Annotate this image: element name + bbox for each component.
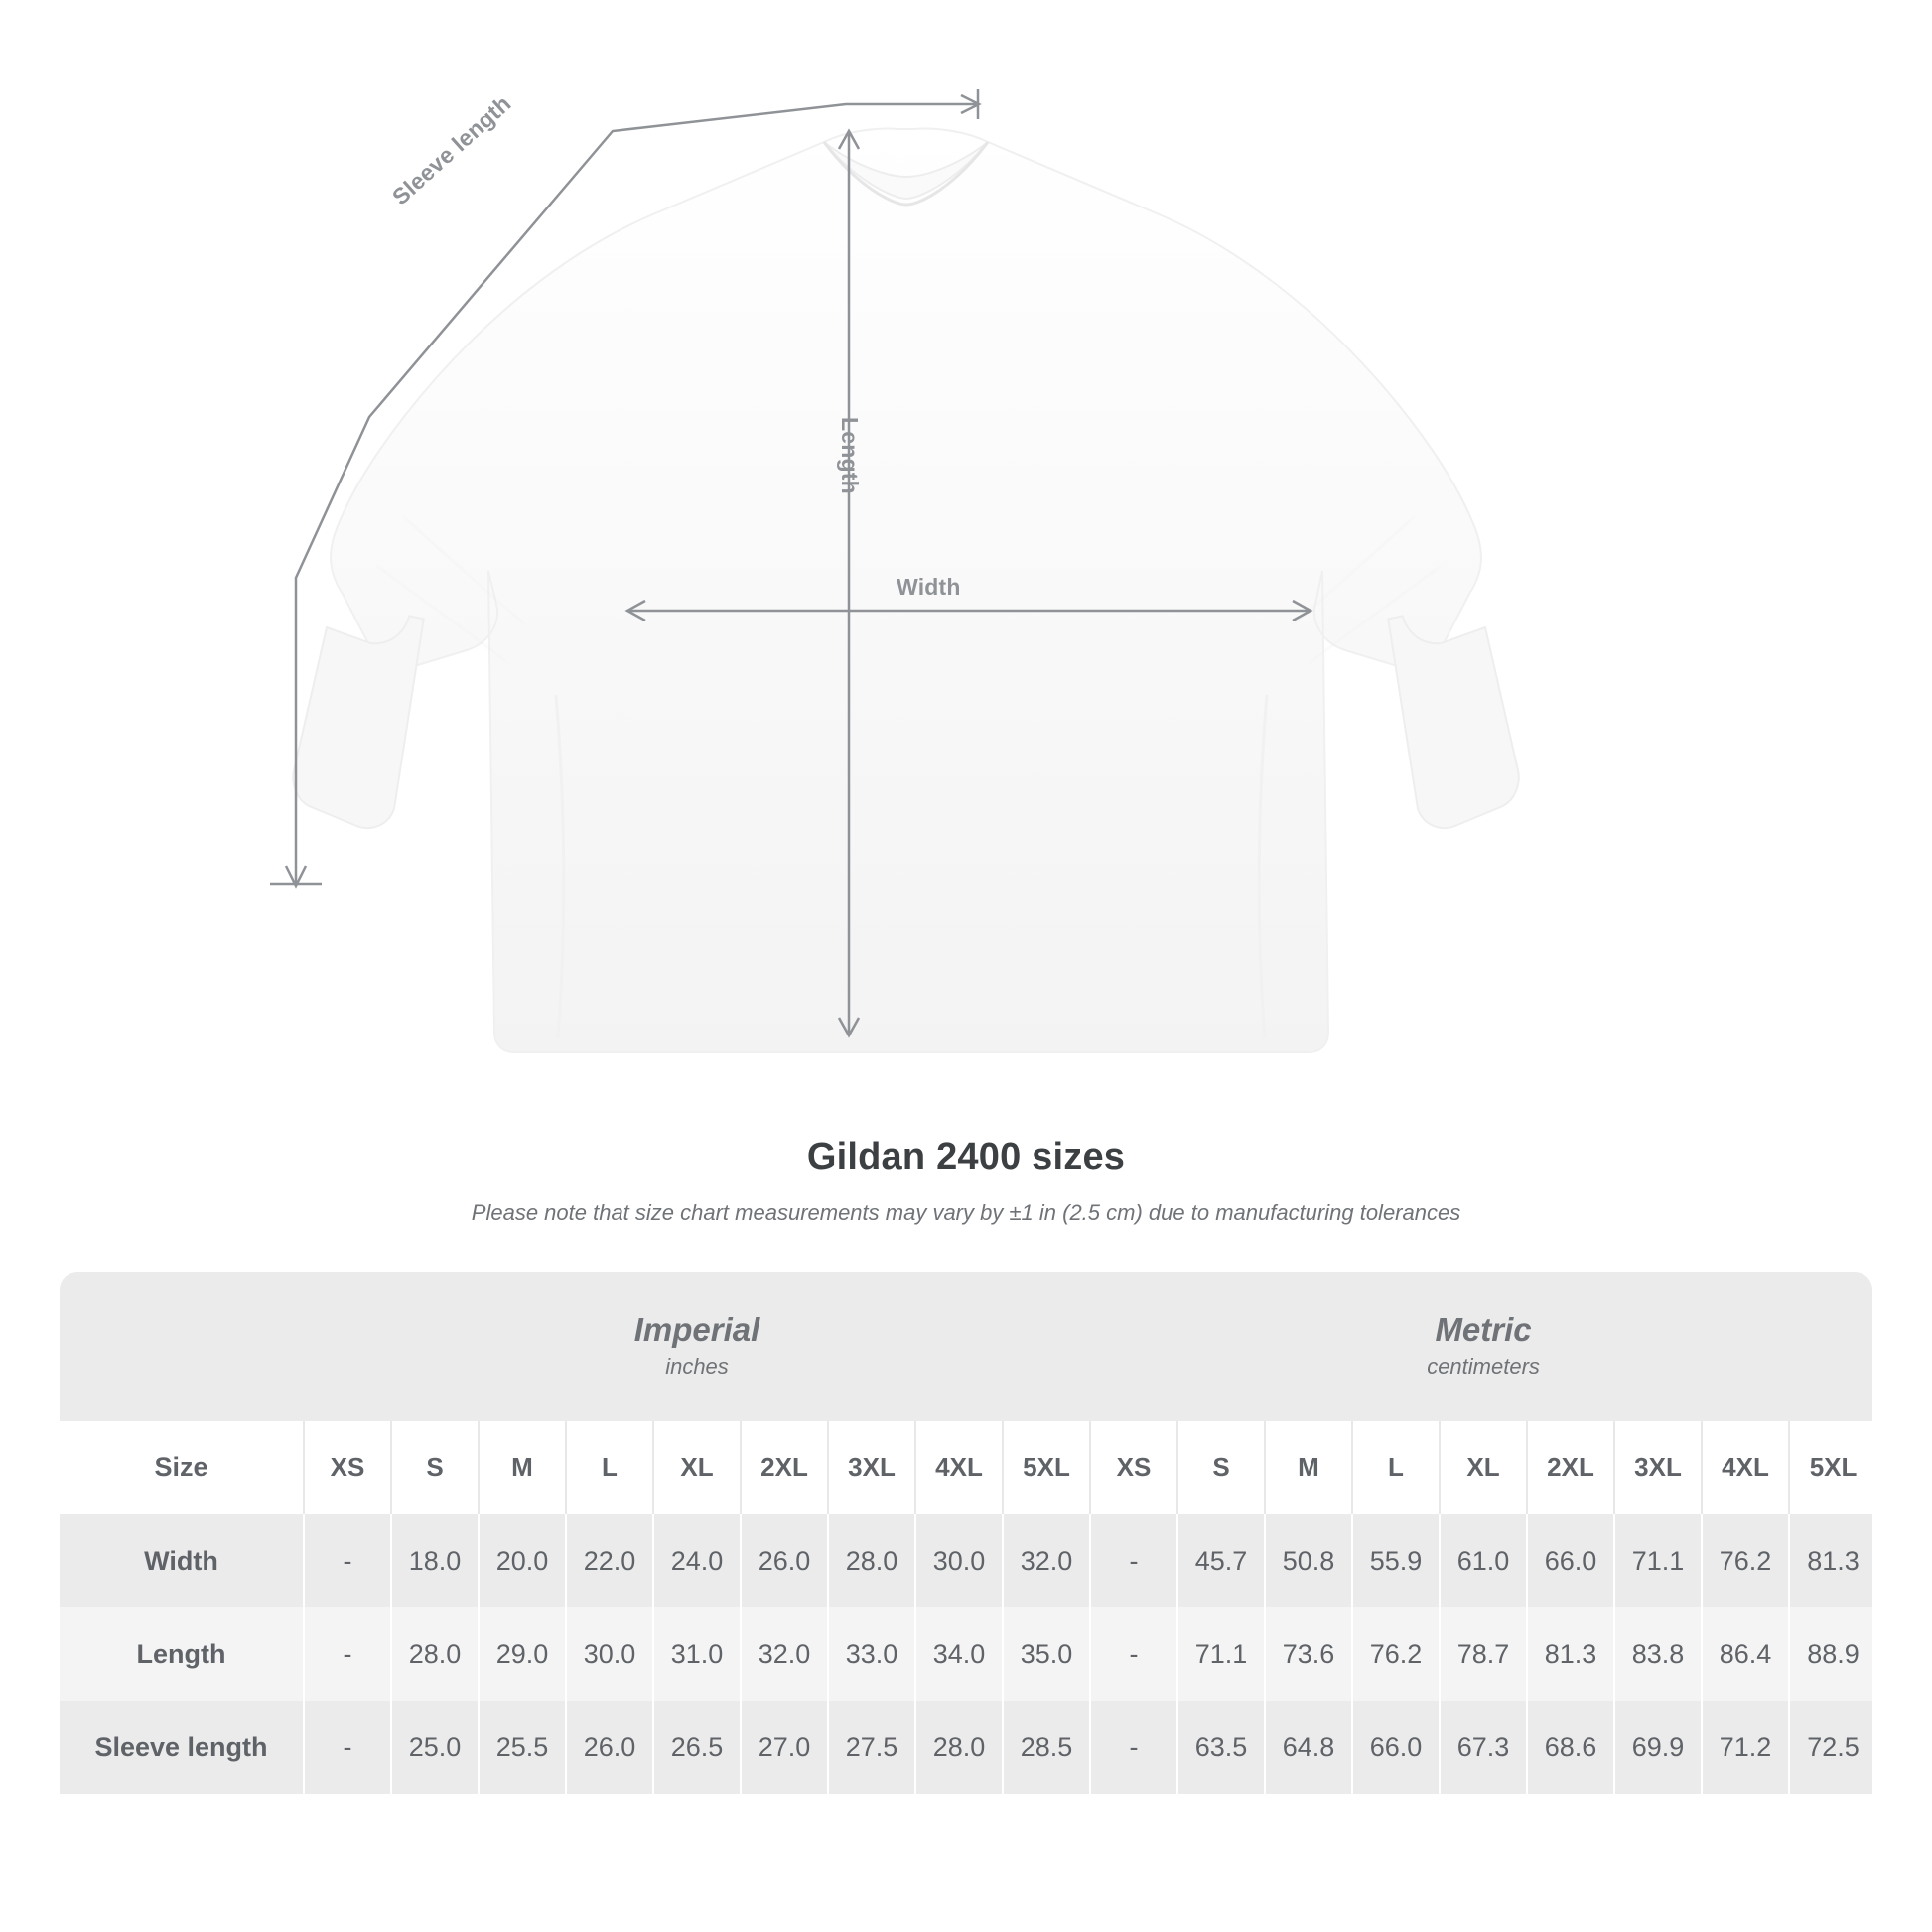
cell-width-imperial-m: 20.0 (479, 1514, 566, 1607)
cell-width-imperial-3xl: 28.0 (828, 1514, 915, 1607)
cell-sleeve-imperial-2xl: 27.0 (741, 1701, 828, 1794)
size-chart-table (60, 1272, 1872, 1794)
cell-length-imperial-xs: - (304, 1607, 391, 1701)
cell-width-metric-3xl: 71.1 (1614, 1514, 1702, 1607)
cell-width-metric-xs: - (1090, 1514, 1177, 1607)
cell-width-metric-l: 55.9 (1352, 1514, 1440, 1607)
length-label: Length (837, 417, 863, 494)
cell-length-metric-3xl: 83.8 (1614, 1607, 1702, 1701)
column-header-imperial-xs: XS (304, 1421, 391, 1514)
cell-length-metric-4xl: 86.4 (1702, 1607, 1789, 1701)
column-header-metric-5xl: 5XL (1789, 1421, 1872, 1514)
column-header-imperial-3xl: 3XL (828, 1421, 915, 1514)
width-label: Width (897, 574, 961, 600)
column-header-imperial-l: L (566, 1421, 653, 1514)
cell-length-imperial-m: 29.0 (479, 1607, 566, 1701)
cell-length-metric-xs: - (1090, 1607, 1177, 1701)
cell-width-imperial-xl: 24.0 (653, 1514, 741, 1607)
cell-length-imperial-l: 30.0 (566, 1607, 653, 1701)
column-header-imperial-s: S (391, 1421, 479, 1514)
cell-sleeve-metric-5xl: 72.5 (1789, 1701, 1872, 1794)
unit-group-metric-name: Metric (1435, 1311, 1532, 1348)
title-block (0, 1136, 1932, 1226)
cell-width-metric-2xl: 66.0 (1527, 1514, 1614, 1607)
column-header-metric-4xl: 4XL (1702, 1421, 1789, 1514)
cell-width-imperial-2xl: 26.0 (741, 1514, 828, 1607)
cell-width-metric-s: 45.7 (1177, 1514, 1265, 1607)
unit-group-metric-sub: centimeters (1427, 1354, 1540, 1380)
column-header-metric-s: S (1177, 1421, 1265, 1514)
cell-sleeve-imperial-s: 25.0 (391, 1701, 479, 1794)
column-header-metric-xs: XS (1090, 1421, 1177, 1514)
row-header-width: Width (60, 1514, 304, 1607)
cell-length-metric-xl: 78.7 (1440, 1607, 1527, 1701)
column-header-imperial-4xl: 4XL (915, 1421, 1003, 1514)
cell-width-imperial-5xl: 32.0 (1003, 1514, 1090, 1607)
table-row (60, 1701, 1872, 1794)
page-title: Gildan 2400 sizes (806, 1136, 1126, 1177)
cell-sleeve-metric-xs: - (1090, 1701, 1177, 1794)
cell-width-metric-5xl: 81.3 (1789, 1514, 1872, 1607)
cell-width-imperial-xs: - (304, 1514, 391, 1607)
cell-sleeve-metric-l: 66.0 (1352, 1701, 1440, 1794)
column-header-metric-2xl: 2XL (1527, 1421, 1614, 1514)
cell-sleeve-imperial-l: 26.0 (566, 1701, 653, 1794)
cell-length-metric-2xl: 81.3 (1527, 1607, 1614, 1701)
cell-sleeve-metric-m: 64.8 (1265, 1701, 1352, 1794)
sleeve-length-label: Sleeve length (387, 90, 516, 210)
cell-sleeve-metric-s: 63.5 (1177, 1701, 1265, 1794)
unit-corner-cell (60, 1272, 304, 1421)
cell-sleeve-imperial-3xl: 27.5 (828, 1701, 915, 1794)
unit-group-imperial (304, 1272, 1090, 1421)
column-header-metric-3xl: 3XL (1614, 1421, 1702, 1514)
table-row (60, 1514, 1872, 1607)
cell-length-imperial-5xl: 35.0 (1003, 1607, 1090, 1701)
cell-length-imperial-xl: 31.0 (653, 1607, 741, 1701)
cell-sleeve-imperial-xs: - (304, 1701, 391, 1794)
cell-length-metric-l: 76.2 (1352, 1607, 1440, 1701)
cell-sleeve-imperial-m: 25.5 (479, 1701, 566, 1794)
cell-width-metric-xl: 61.0 (1440, 1514, 1527, 1607)
column-header-metric-m: M (1265, 1421, 1352, 1514)
cell-sleeve-metric-xl: 67.3 (1440, 1701, 1527, 1794)
unit-group-metric (1090, 1272, 1872, 1421)
column-header-imperial-m: M (479, 1421, 566, 1514)
cell-length-imperial-4xl: 34.0 (915, 1607, 1003, 1701)
cell-sleeve-imperial-4xl: 28.0 (915, 1701, 1003, 1794)
column-header-metric-xl: XL (1440, 1421, 1527, 1514)
cell-length-imperial-3xl: 33.0 (828, 1607, 915, 1701)
table-row (60, 1607, 1872, 1701)
unit-group-imperial-sub: inches (665, 1354, 729, 1380)
size-chart-table-wrap (60, 1272, 1872, 1794)
cell-width-imperial-4xl: 30.0 (915, 1514, 1003, 1607)
tolerance-note: Please note that size chart measurements may vary by ±1 in (2.5 cm) due to manufacturing tolerances (471, 1200, 1461, 1225)
cell-width-imperial-l: 22.0 (566, 1514, 653, 1607)
cell-width-metric-m: 50.8 (1265, 1514, 1352, 1607)
column-header-imperial-2xl: 2XL (741, 1421, 828, 1514)
cell-sleeve-metric-4xl: 71.2 (1702, 1701, 1789, 1794)
cell-sleeve-imperial-xl: 26.5 (653, 1701, 741, 1794)
column-header-imperial-5xl: 5XL (1003, 1421, 1090, 1514)
cell-length-metric-5xl: 88.9 (1789, 1607, 1872, 1701)
column-header-imperial-xl: XL (653, 1421, 741, 1514)
size-header-row (60, 1421, 1872, 1514)
column-header-metric-l: L (1352, 1421, 1440, 1514)
cell-sleeve-imperial-5xl: 28.5 (1003, 1701, 1090, 1794)
cell-width-imperial-s: 18.0 (391, 1514, 479, 1607)
unit-group-imperial-name: Imperial (633, 1311, 760, 1348)
cell-sleeve-metric-2xl: 68.6 (1527, 1701, 1614, 1794)
cell-length-imperial-2xl: 32.0 (741, 1607, 828, 1701)
unit-header-row (60, 1272, 1872, 1421)
row-header-sleeve-length: Sleeve length (60, 1701, 304, 1794)
cell-length-imperial-s: 28.0 (391, 1607, 479, 1701)
cell-length-metric-m: 73.6 (1265, 1607, 1352, 1701)
row-header-length: Length (60, 1607, 304, 1701)
cell-width-metric-4xl: 76.2 (1702, 1514, 1789, 1607)
cell-sleeve-metric-3xl: 69.9 (1614, 1701, 1702, 1794)
column-header-size: Size (60, 1421, 304, 1514)
cell-length-metric-s: 71.1 (1177, 1607, 1265, 1701)
